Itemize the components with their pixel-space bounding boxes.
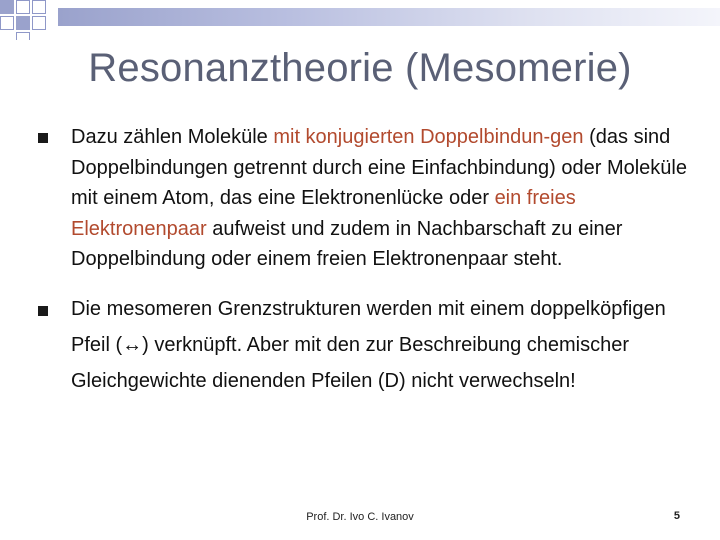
deco-square	[32, 16, 46, 30]
footer-author: Prof. Dr. Ivo C. Ivanov	[306, 511, 414, 523]
bullet-list	[38, 122, 698, 399]
deco-square	[16, 32, 30, 40]
slide-title: Resonanztheorie (Mesomerie)	[88, 46, 632, 90]
page-number: 5	[673, 510, 680, 522]
bullet-text: ) nicht verwechseln!	[399, 369, 576, 392]
header-decoration	[0, 0, 720, 40]
bullet-text: (das sind Doppelbindungen getrennt durch eine Einfachbindung) oder Moleküle mit einem Atom, das eine Elektronenlücke oder	[71, 126, 687, 209]
deco-square	[0, 16, 14, 30]
highlighted-text: ein freies Elektronenpaar	[71, 187, 576, 240]
bullet-text: ) verknüpft. Aber mit den zur Beschreibung chemischer Gleichgewichte dienenden Pfeilen (	[71, 333, 630, 392]
equilibrium-arrow-icon: D	[384, 369, 399, 392]
bullet-text: aufweist und zudem in Nachbarschaft zu einer Doppelbindung oder einem freien Elektronenpaar steht.	[71, 217, 623, 270]
bullet-item	[38, 122, 698, 275]
deco-square	[16, 0, 30, 14]
bullet-text: Dazu zählen Moleküle	[71, 126, 274, 148]
header-gradient-bar	[58, 8, 720, 26]
bullet-text: Die mesomeren Grenzstrukturen werden mit einem doppelköpfigen Pfeil (	[71, 297, 666, 356]
highlighted-text: mit konjugierten Doppelbindun-gen	[273, 126, 584, 148]
bullet-item	[38, 291, 698, 399]
square-bullet-icon	[38, 306, 48, 316]
double-arrow-icon: ↔	[122, 333, 143, 356]
deco-square	[32, 0, 46, 14]
deco-square	[0, 0, 14, 14]
square-bullet-icon	[38, 133, 48, 143]
deco-square	[16, 16, 30, 30]
